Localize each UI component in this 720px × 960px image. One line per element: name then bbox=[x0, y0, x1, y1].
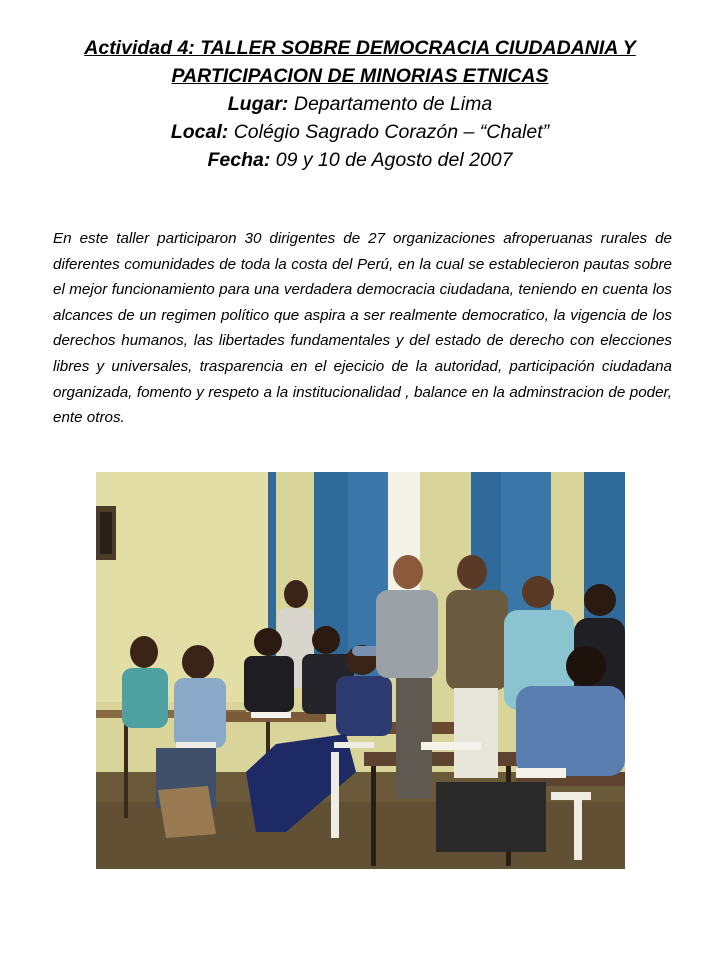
local-label: Local: bbox=[170, 121, 229, 143]
venue-line bbox=[40, 118, 680, 146]
activity-title bbox=[40, 34, 680, 90]
document-header bbox=[40, 34, 680, 174]
lugar-value: Departamento de Lima bbox=[288, 93, 493, 115]
description-paragraph: En este taller participaron 30 dirigentes de 27 organizaciones afroperuanas rurales de diferentes comunidades de toda la costa del Perú, en la cual se establecieron pautas sobre el mejor funcionamiento para una verdadera democracia ciudadana, teniendo en cuenta los alcances de un regimen político que aspira a ser realmente democratico, la vigencia de los derechos humanos, las libertades fundamentales y del estado de derecho con elecciones libres y universales, trasparencia en el ejecicio de la autoridad, participación ciudadana organizada, fomento y respeto a la institucionalidad , balance en la adminstracion de poder, ente otros. bbox=[53, 230, 672, 427]
fecha-value: 09 y 10 de Agosto del 2007 bbox=[270, 149, 513, 171]
lugar-label: Lugar: bbox=[227, 93, 289, 115]
fecha-label: Fecha: bbox=[207, 149, 271, 171]
workshop-photo bbox=[96, 472, 625, 869]
title-line-1: Actividad 4: TALLER SOBRE DEMOCRACIA CIUDADANIA Y bbox=[84, 37, 636, 59]
location-line bbox=[40, 90, 680, 118]
title-line-2: PARTICIPACION DE MINORIAS ETNICAS bbox=[171, 65, 549, 87]
local-value: Colégio Sagrado Corazón – “Chalet” bbox=[228, 121, 550, 143]
date-line bbox=[40, 146, 680, 174]
